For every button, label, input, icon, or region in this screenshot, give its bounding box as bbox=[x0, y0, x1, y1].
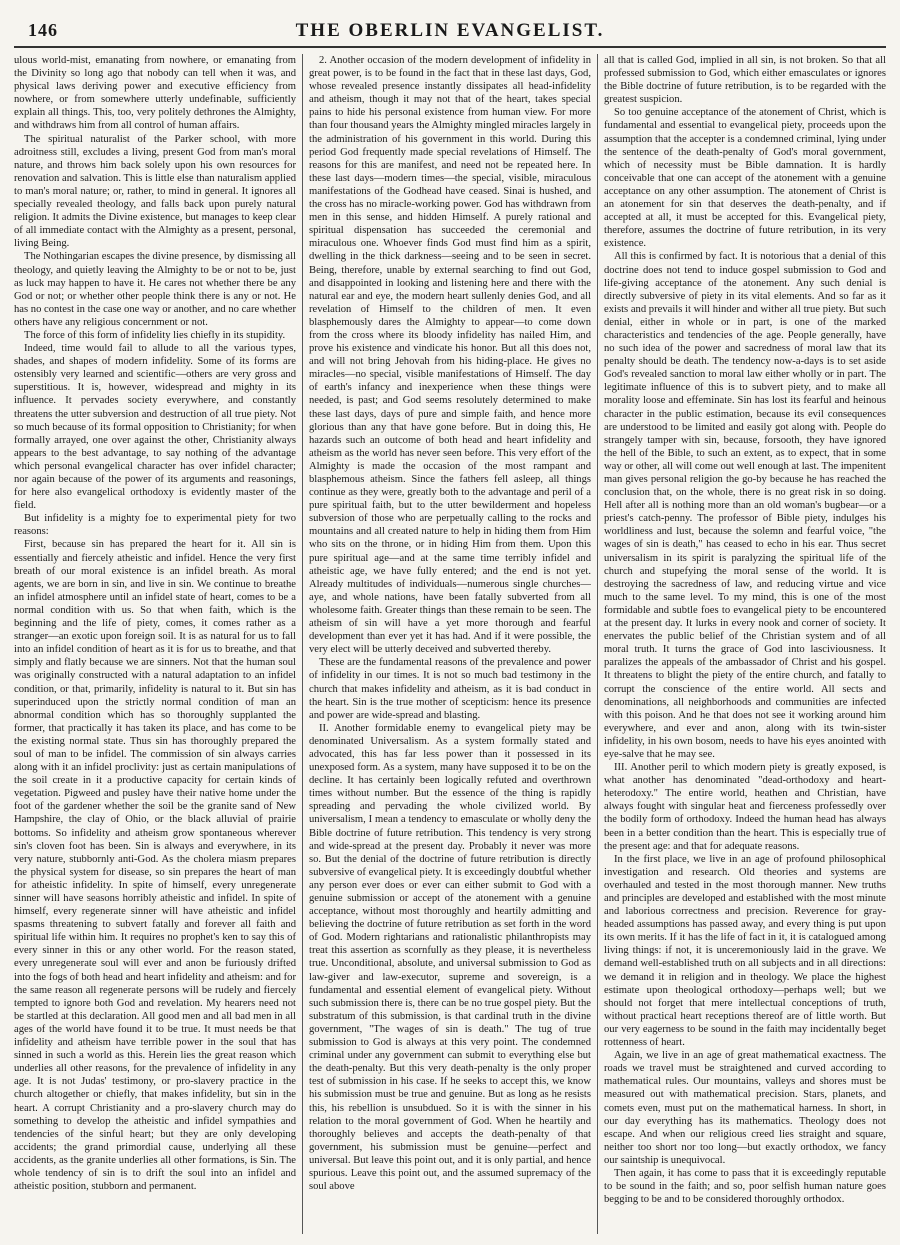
column-divider bbox=[302, 54, 303, 1234]
paragraph: Indeed, time would fail to allude to all the various types, shades, and shapes of modern infidelity. Some of its forms are ostensibly very learned and scientific—others are very gross and superstitious. It is, however, widespread and mighty in its influence. It pervades society everywhere, and constantly threatens the utter subversion and destruction of all true piety. Not so much because of its formal opposition to Christianity; for when formally arrayed, one over against the other, Christianity always appears to the best advantage, to say nothing of the advantage which personal evangelical character has over infidel character; nor again because of the power of its arguments and reasonings, for here also evangelical orthodoxy is evidently master of the field. bbox=[14, 343, 296, 512]
paragraph: All this is confirmed by fact. It is notorious that a denial of this doctrine does not tend to induce gospel submission to God and life-giving acceptance of the atonement. Any such denial is directly subversive of piety in its vital elements. And so far as it exists and prevails it will hinder and wither all true piety. But such denial, either in whole or in part, is one of the marked characteristics and tendencies of the age. People generally, have no such idea of the power and sacredness of moral law that its penalty should be death. The tendency now-a-days is to set aside God's revealed sanction to moral law either wholly or in part. The legitimate influence of this is to subvert piety, and to make all morality loose and effeminate. Sin has lost its fearful and heinous character in the public estimation, because its evil consequences are understood to be limited and easily got along with. People do strangely tamper with sin, because, forsooth, they have ignored the hell of the Bible, to such an extent, as to expect, that in some way or other, all will come out well enough at last. The impenitent man gives personal religion the go-by because he has reached the conclusion that, on the whole, there is no great risk in so doing. Hell after all is nothing more than an old woman's bugbear—or a priest's catch-penny. The professor of Bible piety, indulges his worldliness and lust, because the solemn and fearful voice, "the wages of sin is death," has ceased to echo in his ear. Thus secret universalism in its spirit is paralyzing the spiritual life of the church and stupefying the moral sense of the world. It is destroying the sacredness of law, and reducing virtue and vice much to the same level. To my mind, this is one of the most formidable and subtle foes to evangelical piety to be encountered at the present day. It lurks in every nook and corner of society. It enervates the public belief of the Christian system and of all moral truth. It turns the grace of God into lasciviousness. It paralizes the appeals of the ambassador of Christ and his gospel. It threatens to blight the piety of the entire church, and fatally to corrupt the conscience of the entire world. All sects and denominations, all neighborhoods and communities are infected with this poison. And he that does not see it working around him everywhere, and ever and anon, along with its twin-sister infidelity, in his own bosom, needs to have his eyes anointed with eye-salve that he may see. bbox=[604, 251, 886, 760]
masthead-title: THE OBERLIN EVANGELIST. bbox=[295, 20, 605, 41]
page-number: 146 bbox=[28, 20, 58, 40]
paragraph: ulous world-mist, emanating from nowhere, or emanating from the Divinity so long ago that nobody can tell when it was, and physical laws deriving power and executive efficiency from nowhere, or from somewhere utterly undefinable, sufficiently explain all things. This, too, very politely dethrones the Almighty, and withdraws him from all control of human affairs. bbox=[14, 55, 296, 132]
paragraph: Again, we live in an age of great mathematical exactness. The roads we travel must be straightened and curved according to mathematical rules. Our mountains, valleys and shores must be measured out with mathematical precision. Stars, planets, and comets even, must put on the mathematical harness. In short, in our day everything has its mathematics. Theology does not escape. And when our religious creed lies straight and square, neither too short nor too long—but exactly orthodox, we fancy our saintship is unequivocal. bbox=[604, 1050, 886, 1166]
paragraph: The spiritual naturalist of the Parker school, with more adroitness still, excludes a living, present God from man's moral nature, and throws him back solely upon his own resources for renovation and salvation. This is little else than naturalism applied to man's moral nature; or, rather, to mind in general. It ignores all specially revealed theology, and falls back upon purely natural religion. It admits the Divine existence, but manages to keep clear of all immediate contact with the Almighty as a present, personal, living Being. bbox=[14, 133, 296, 250]
paragraph: So too genuine acceptance of the atonement of Christ, which is fundamental and essential to evangelical piety, proceeds upon the assumption that the accepter is a condemned criminal, lying under the sentence of the death-penalty of God's moral government, which of necessity must be Bible damnation. It is hardly conceivable that one can accept of the atonement with a genuine acceptance on any other assumption. The atonement of Christ is an atonement for sin that deserves the death-penalty, and if accepted at all, it must be accepted for this. Evangelical piety, therefore, assumes the doctrine of future retribution, in its very existence. bbox=[604, 107, 886, 250]
column-right bbox=[604, 54, 886, 1234]
paragraph: III. Another peril to which modern piety is greatly exposed, is what another has denominated "dead-orthodoxy and heart-heterodoxy." The entire world, heathen and Christian, have always fought with singular heat and fierceness professedly over the bodily form of orthodoxy. Indeed the human head has always been in a better condition than the heart. This is especially true of the present age: and that for adequate reasons. bbox=[604, 762, 886, 852]
column-divider bbox=[597, 54, 598, 1234]
column-left bbox=[14, 54, 296, 1234]
column-middle bbox=[309, 54, 591, 1234]
paragraph: In the first place, we live in an age of profound philosophical investigation and research. Old theories and systems are overhauled and tested in the most thorough manner. New truths and principles are developed and established with the most minute and laborious correctness and precision. Reverence for gray-headed assumptions has passed away, and every thing is put upon its own merits. If it has the life of fact in it, it is catalogued among living things: if not, it is unceremoniously laid in the grave. We demand well-established truth on all subjects and in all directions: we demand it in religion and in theology. We place the highest estimate upon theological orthodoxy—perhaps well; but we should not forget that mere intellectual conceptions of truth, without practical heart receptions thereof are of little worth. But our very eagerness to be sound in the faith may incidentally beget rottenness of heart. bbox=[604, 853, 886, 1049]
paragraph: But infidelity is a mighty foe to experimental piety for two reasons: bbox=[14, 513, 296, 538]
header-rule bbox=[14, 46, 886, 48]
paragraph: 2. Another occasion of the modern development of infidelity in great power, is to be found in the fact that in these last days, God, whose revealed presence instantly dissipates all head-infidelity and atheism, though it may not that of the heart, takes special pains to hide his personal existence from human view. For more than four thousand years the Almighty mingled miracles largely in the administration of his government in this world. During this period God frequently made special revelations of Himself. The reasons for this are manifest, and need not be repeated here. In these last days—modern times—the special, visible, miraculous manifestations of the Godhead have ceased. Sinai is hushed, and the cross has no miracle-working power. God has withdrawn from men in this sense, and hidden Himself. A purely rational and spiritual dispensation has succeeded the ceremonial and miraculous one. Whoever finds God must find him as a spirit, dwelling in the thick darkness—seeing and to be seen in secret. Being, therefore, unable by external searching to find out God, and disappointed in looking and listening here and there with the natural ear and eye, the modern heart sullenly denies God, and all revelation of Himself to the children of men. It even blasphemously dares the Almighty to appear—to come down from the cross where its bloody infidelity has nailed Him, and prove his existence and vindicate his honor. But all this does not, and will not bring Jehovah from his hiding-place. He gives no miracles—no special, visible manifestations of Himself. The day of earth's infancy and inexperience when these things were needed, is past; and God seems resolutely determined to make these last days, days of pure and simple faith, and hence more glorious than any that have gone before. But in doing this, He hazards such an outcome of both head and heart infidelity and atheism as the world has never seen before. This very effort of the Almighty is made the occasion of the most rampant and blasphemous atheism. Since the fathers fell asleep, all things continue as they were, greatly both to the advantage and peril of a pure spiritual faith, but to the utter bewilderment and hopeless subversion of those who are perpetually calling to the rocks and mountains and all created nature to help in hiding them from Him who sits on the throne, or in hiding Him from them. Upon this pure spiritual age—and at the same time terribly infidel and atheistic age, we have fully entered; and the end is not yet. Already multitudes of individuals—numerous single churches—aye, and whole nations, have been fatally subverted from all wholesome faith. Greater things than these remain to be seen. The atheism of sin will have a yet more thorough and fearful development than ever yet it has had. And if it were possible, the very elect will be utterly deceived and subverted thereby. bbox=[309, 55, 591, 656]
paragraph: Then again, it has come to pass that it is exceedingly reputable to be sound in the faith; and so, poor selfish human nature goes begging to be and to be considered thoroughly orthodox. bbox=[604, 1167, 886, 1206]
article-columns bbox=[14, 54, 886, 1234]
paragraph: II. Another formidable enemy to evangelical piety may be denominated Universalism. As a system formally stated and advocated, this has far less power than it possessed in its unexposed form. As a system, many have supposed it to be on the decline. It has certainly been logically refuted and overthrown times without number. But the essence of the thing is rapidly spreading and pervading the whole civilized world. By universalism, I mean a tendency to emasculate or wholly deny the Bible doctrine of future retribution. This tendency is very strong and wide-spread at the present day. Probably it never was more so. But the denial of the doctrine of future retribution is directly subversive of evangelical piety. It is exceedingly doubtful whether any person ever does or ever can either submit to God with a genuine submission or accept of the atonement with a genuine acceptance, without most thoroughly and heartily admitting and believing the doctrine of future retribution as set forth in the word of God. Modern rightarians and rationalistic philanthropists may treat this assertion as scornfully as they please, it is nevertheless true. Unconditional, absolute, and universal submission to God as law-giver and law-executor, supreme and sovereign, is a fundamental and essential element of evangelical piety. Without such submission there is, there can be no true gospel piety. But the substratum of this submission, is that cardinal truth in the divine government, "The wages of sin is death." The tug of true submission to God is always at this very point. The condemned criminal under any government can submit to everything else but the death-penalty. But this very death-penalty is the only proper test of submission in his case. If he seeks to accept this, we know his submission must be true and genuine. But as long as he resists this, his rebellion is unsubdued. So it is with the sinner in his relation to the moral government of God. When he heartily and thoroughly believes and accepts the death-penalty of that government, his submission must be genuine—perfect and universal. But leave this point out, and it is only partial, and hence spurious. Leave this point out, and the assumed supremacy of the soul above bbox=[309, 722, 591, 1193]
paragraph: First, because sin has prepared the heart for it. All sin is essentially and fiercely atheistic and infidel. Hence the very first breath of our moral existence is an infidel breath. As moral agents, we are born in sin, and live in sin. We continue to breathe an infidel atmosphere until an infidel state of heart, comes to be a normal condition with us. So that when faith, which is the beginning and the life of piety, comes, it comes rather as a stranger—an exotic upon foreign soil. It is as natural for us to fall into an infidel condition of heart as it is for us to breathe, and that simply and flatly because we are sinners. Not that the human soul was originally constructed with a natural adaptation to an infidel condition, or that, primarily, infidelity is natural to it. But sin has superinduced upon the strictly normal condition of man an abnormal condition which has so thoroughly supplanted the former, that practically it has taken its place, and has come to be the existing normal state. Thus sin has thoroughly prepared the soul of man to be infidel. The commission of sin always carries along with it an infidel proclivity: just as certain manipulations of the soil create in it a productive capacity for certain kinds of vegetation. Pigweed and pusley have their native home under the foot of the gardener whether the soil be the granite sand of New Hampshire, the clay of Ohio, or the black alluvial of prairie bottoms. So infidelity and atheism grow spontaneous wherever sin's cloven foot has been. Sin is always and everywhere, in its very nature, stubbornly anti-God. As the cholera miasm prepares the physical system for disease, so sin prepares the heart of man for atheistic infidelity. In spite of himself, every unregenerate sinner will have seasons horribly atheistic and infidel. In spite of himself, every regenerate sinner will have atheistic and infidel spasms threatening to subvert fatally and forever all faith and spiritual life within him. It requires no prophet's ken to say this of every sinner in this or any other world. For the reason stated, every unregenerate soul will ever and anon be furiously drifted into the fogs of both head and heart infidelity and atheism: and for the same reason all regenerate persons will be rudely and fiercely tempted to ignore both God and revelation. My hearers need not be startled at this declaration. All good men and all bad men in all ages of the world have found it to be true. It must needs be that infidelity and atheism have terrible power in the soul that has sinned in such a world as this. Herein lies the great reason which underlies all other reasons, for the prevalence of infidelity in any age. It is not Judas' testimony, or pro-slavery practice in the church altogether or chiefly, that makes infidelity, but sin in the heart. A corrupt Christianity and a pro-slavery church may do something to develop the atheistic and infidel sympathies and tendencies of the sinful heart; but they are only developing accidents; the grand primordial cause, underlying all these accidents, as the granite underlies all other formations, is Sin. The whole tendency of sin is to drift the soul into an infidel and atheistic position, stubborn and permanent. bbox=[14, 539, 296, 1193]
paragraph: The Nothingarian escapes the divine presence, by dismissing all theology, and quietly leaving the Almighty to be or not to be, just as luck may happen to have it. He cares not whether there be any God or not; or whether other people think there is any or not. He has no contest in the case one way or another, and no care whether others have any religious concernment or not. bbox=[14, 251, 296, 328]
page-header bbox=[14, 14, 886, 54]
paragraph: all that is called God, implied in all sin, is not broken. So that all professed submission to God, which either emasculates or ignores the Bible doctrine of future retribution, is to be regarded with the greatest suspicion. bbox=[604, 55, 886, 106]
paragraph: The force of this form of infidelity lies chiefly in its stupidity. bbox=[24, 329, 286, 341]
paragraph: These are the fundamental reasons of the prevalence and power of infidelity in our times. It is not so much bad testimony in the church that makes infidelity and atheism, as it is bad conduct in the heart. Sin is the true mother of scepticism: hence its presence and power are wide-spread and blasting. bbox=[309, 657, 591, 721]
